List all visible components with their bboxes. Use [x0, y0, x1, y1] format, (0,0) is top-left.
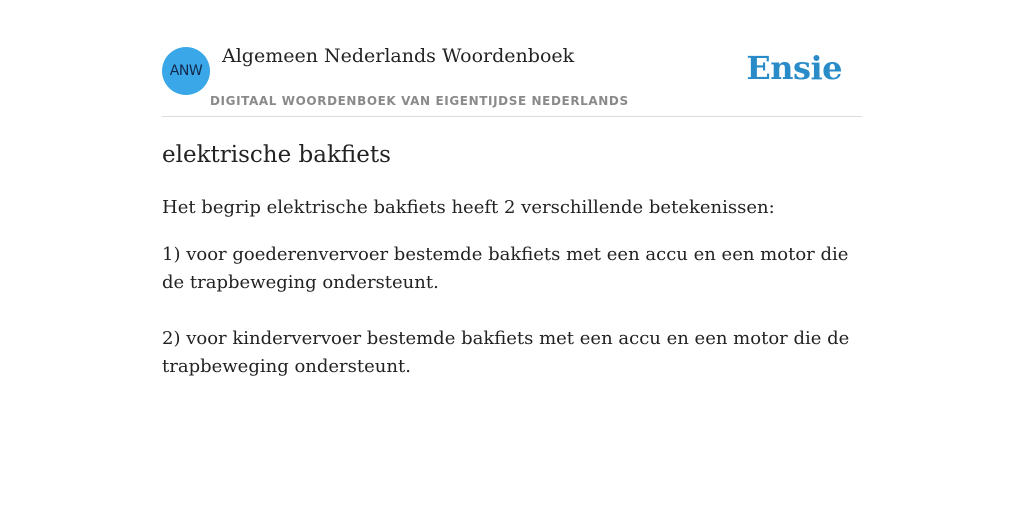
entry-content [162, 138, 862, 409]
anw-logo[interactable] [162, 47, 210, 95]
entry-word-heading: elektrische bakfiets [162, 142, 391, 168]
entry-intro: Het begrip elektrische bakfiets heeft 2 verschillende betekenissen: [162, 197, 775, 218]
definition-item: 1) voor goederenvervoer bestemde bakfiets met een accu en een motor die de trapbeweging ondersteunt. [162, 244, 849, 293]
site-header [162, 40, 862, 117]
site-subtitle: DIGITAAL WOORDENBOEK VAN EIGENTIJDSE NEDERLANDS [210, 94, 629, 108]
definition-item: 2) voor kindervervoer bestemde bakfiets met een accu en een motor die de trapbeweging ondersteunt. [162, 328, 850, 377]
ensie-brand-link[interactable]: Ensie [746, 49, 842, 87]
logo-text: ANW [169, 63, 203, 79]
site-title[interactable]: Algemeen Nederlands Woordenboek [222, 45, 575, 67]
